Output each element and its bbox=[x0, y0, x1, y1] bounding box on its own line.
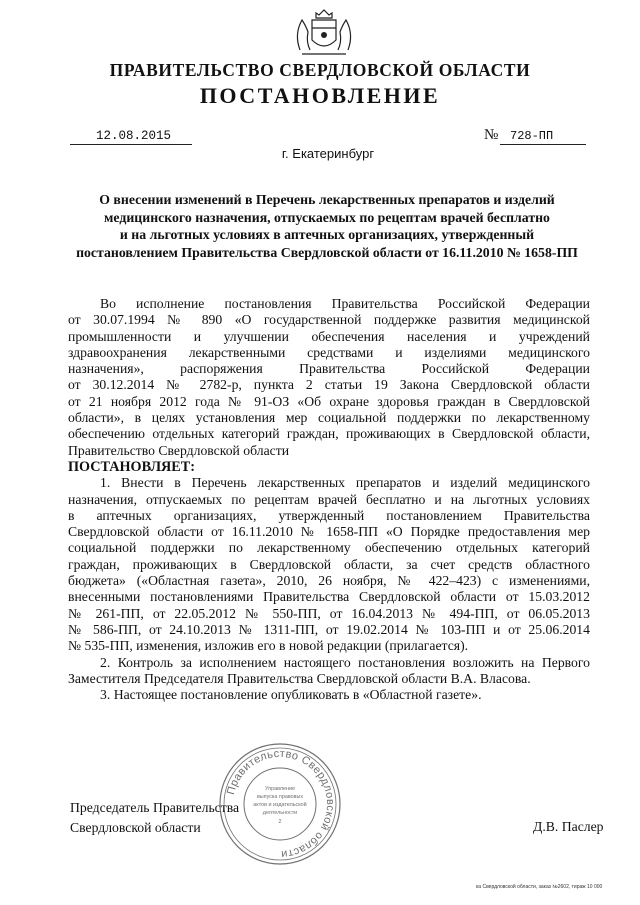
signatory-position-line: Председатель Правительства bbox=[70, 800, 240, 815]
city-line: г. Екатеринбург bbox=[281, 146, 375, 161]
body-line: Свердловской области от 16.11.2010 № 1658-ПП «О Порядке предоставления мер bbox=[68, 524, 590, 540]
title-line: О внесении изменений в Перечень лекарственных препаратов и изделий bbox=[99, 192, 555, 207]
print-footer-note: ка Свердловской области, заказ №2602, тираж 10 000 bbox=[476, 884, 603, 890]
body-line: в аптечных организациях, утвержденный постановлением Правительства bbox=[68, 507, 590, 523]
signatory-name: Д.В. Паслер bbox=[533, 819, 604, 834]
title-line: постановлением Правительства Свердловской области от 16.11.2010 № 1658-ПП bbox=[76, 244, 578, 260]
document-date: 12.08.2015 bbox=[70, 128, 192, 145]
document-number: 728-ПП bbox=[500, 128, 586, 145]
stamp-inner-line: Управление bbox=[265, 786, 295, 792]
body-line: граждан, проживающих в Свердловской области, за счет средств областного bbox=[68, 556, 590, 572]
body-line: № 261-ПП, от 22.05.2012 № 550-ПП, от 16.04.2013 № 494-ПП, от 06.05.2013 bbox=[68, 605, 590, 621]
body-line: от 30.12.2014 № 2782-р, пункта 2 статьи 19 Закона Свердловской области bbox=[68, 377, 590, 393]
body-line: 2. Контроль за исполнением настоящего постановления возложить на Первого bbox=[100, 654, 590, 670]
body-line: от 30.07.1994 № 890 «О государственной поддержке развития медицинской bbox=[68, 312, 590, 328]
body-line: здравоохранения лекарственными средствами и изделиями медицинского bbox=[68, 344, 590, 360]
document-type-title: ПОСТАНОВЛЕНИЕ bbox=[199, 83, 441, 108]
body-line: Правительство Свердловской области bbox=[68, 442, 290, 458]
stamp-ring-text: Правительство Свердловской области bbox=[224, 747, 337, 861]
signatory-position bbox=[70, 798, 239, 838]
title-line: и на льготных условиях в аптечных организациях, утвержденный bbox=[119, 227, 535, 242]
signatory-position-line: Свердловской области bbox=[70, 820, 201, 835]
resolves-heading: ПОСТАНОВЛЯЕТ: bbox=[68, 458, 195, 475]
document-body bbox=[68, 296, 590, 703]
body-line: 1. Внести в Перечень лекарственных препаратов и изделий медицинского bbox=[100, 475, 590, 491]
body-line: от 21 ноября 2012 года № 91-ОЗ «Об охране здоровья граждан в Свердловской bbox=[68, 393, 590, 409]
body-line: назначения», распоряжения Правительства Российской Федерации bbox=[68, 361, 590, 377]
stamp-inner-line: актов и издательской bbox=[253, 802, 307, 808]
body-line: 3. Настоящее постановление опубликовать в «Областной газете». bbox=[100, 687, 482, 703]
coat-of-arms-icon bbox=[288, 4, 360, 60]
stamp-inner-line: деятельности bbox=[262, 810, 298, 816]
body-line: назначения, отпускаемых по рецептам врачей бесплатно и на льготных условиях bbox=[68, 491, 590, 507]
stamp-inner-line: 2 bbox=[278, 819, 282, 825]
body-line: социальной поддержки по лекарственному обеспечению отдельных категорий bbox=[68, 540, 590, 556]
number-label: № bbox=[484, 127, 499, 143]
body-line: обеспечению отдельных категорий граждан, проживающих в Свердловской области, bbox=[68, 426, 590, 442]
body-line: Во исполнение постановления Правительства Российской Федерации bbox=[100, 296, 590, 311]
body-line: внесенными постановлениями Правительства Свердловской области от 15.03.2012 bbox=[68, 589, 590, 605]
body-line: бюджета» («Областная газета», 2010, 26 ноября, № 422–423) с изменениями, bbox=[68, 573, 590, 589]
body-line: области», в целях установления мер социальной поддержки по лекарственному bbox=[68, 410, 590, 426]
body-line: № 535-ПП, изменения, изложив его в новой редакции (прилагается). bbox=[68, 638, 469, 654]
title-line: медицинского назначения, отпускаемых по рецептам врачей бесплатно bbox=[104, 209, 550, 225]
organization-title: ПРАВИТЕЛЬСТВО СВЕРДЛОВСКОЙ ОБЛАСТИ bbox=[109, 60, 531, 80]
document-title bbox=[66, 191, 588, 261]
body-line: Заместителя Председателя Правительства Свердловской области В.А. Власова. bbox=[68, 670, 531, 686]
stamp-inner-line: выпуска правовых bbox=[256, 794, 304, 800]
body-line: промышленности и улучшении обеспечения населения и учреждений bbox=[68, 328, 590, 344]
body-line: № 586-ПП, от 24.10.2013 № 1311-ПП, от 19.02.2014 № 103-ПП и от 25.06.2014 bbox=[68, 621, 590, 637]
